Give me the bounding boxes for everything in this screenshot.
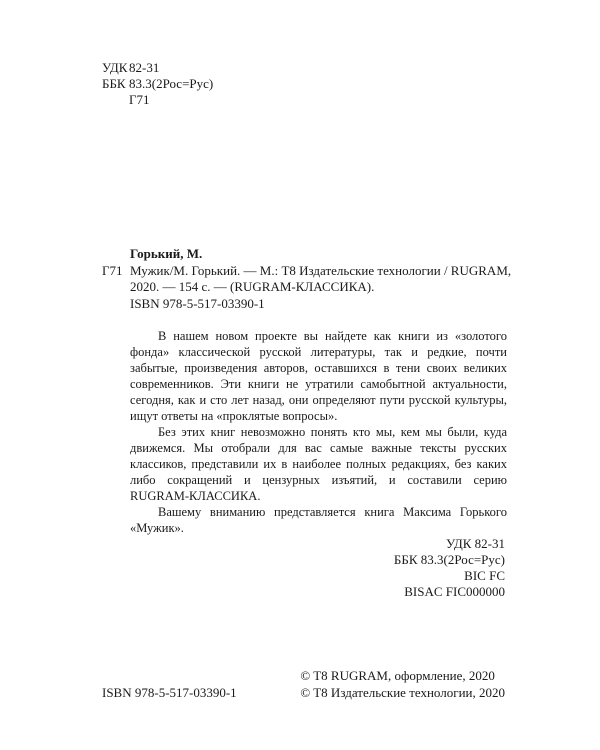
author-code: Г71 <box>102 263 123 278</box>
udk-label: УДК <box>102 60 128 75</box>
copyright-line: © T8 Издательские технологии, 2020 <box>300 685 505 700</box>
bibliographic-line: Мужик/М. Горький. — М.: T8 Издательские технологии / RUGRAM, <box>130 263 512 278</box>
isbn-bottom: ISBN 978-5-517-03390-1 <box>102 685 237 700</box>
classification-line: УДК 82-31 <box>445 536 505 551</box>
annotation-paragraph: Без этих книг невозможно понять кто мы, кем мы были, куда движемся. Мы отобрали для вас самые важные тексты русских классиков, представили их в наиболее полных редакциях, без каких либо сокращений и цензурных изъятий, и составили серию RUGRAM-КЛАССИКА. <box>130 425 507 503</box>
author-sign-value: Г71 <box>129 92 150 107</box>
udk-value: 82-31 <box>129 60 160 75</box>
author-sign-label <box>102 92 129 108</box>
bbk-row <box>102 76 213 92</box>
bbk-value: 83.3(2Рос=Рус) <box>129 76 214 91</box>
annotation-text <box>130 328 507 536</box>
bibliographic-description <box>130 263 511 295</box>
classification-line: BISAC FIC000000 <box>404 584 505 599</box>
classification-line: ББК 83.3(2Рос=Рус) <box>393 552 505 567</box>
annotation-paragraph: В нашем новом проекте вы найдете как книги из «золотого фонда» классической русской литературы, так и редкие, почти забытые, произведения авторов, оставшихся в тени своих великих современников. Эти книги не утратили самобытной актуальности, сегодня, как и сто лет назад, они определяют пути русской культуры, ищут ответы на «проклятые вопросы». <box>130 329 507 423</box>
copyright-block <box>300 668 505 702</box>
author-heading: Горький, М. <box>130 246 203 261</box>
author-sign-row <box>102 92 213 108</box>
bibliographic-line: 2020. — 154 с. — (RUGRAM-КЛАССИКА). <box>130 279 375 294</box>
udk-row <box>102 60 213 76</box>
annotation-paragraph: Вашему вниманию представляется книга Максима Горького «Мужик». <box>130 505 507 535</box>
classification-block-top <box>102 60 213 108</box>
isbn: ISBN 978-5-517-03390-1 <box>130 296 265 311</box>
classification-block-bottom <box>394 536 505 600</box>
bbk-label: ББК <box>102 76 126 91</box>
copyright-line: © T8 RUGRAM, оформление, 2020 <box>300 668 495 683</box>
classification-line: BIC FC <box>464 568 505 583</box>
